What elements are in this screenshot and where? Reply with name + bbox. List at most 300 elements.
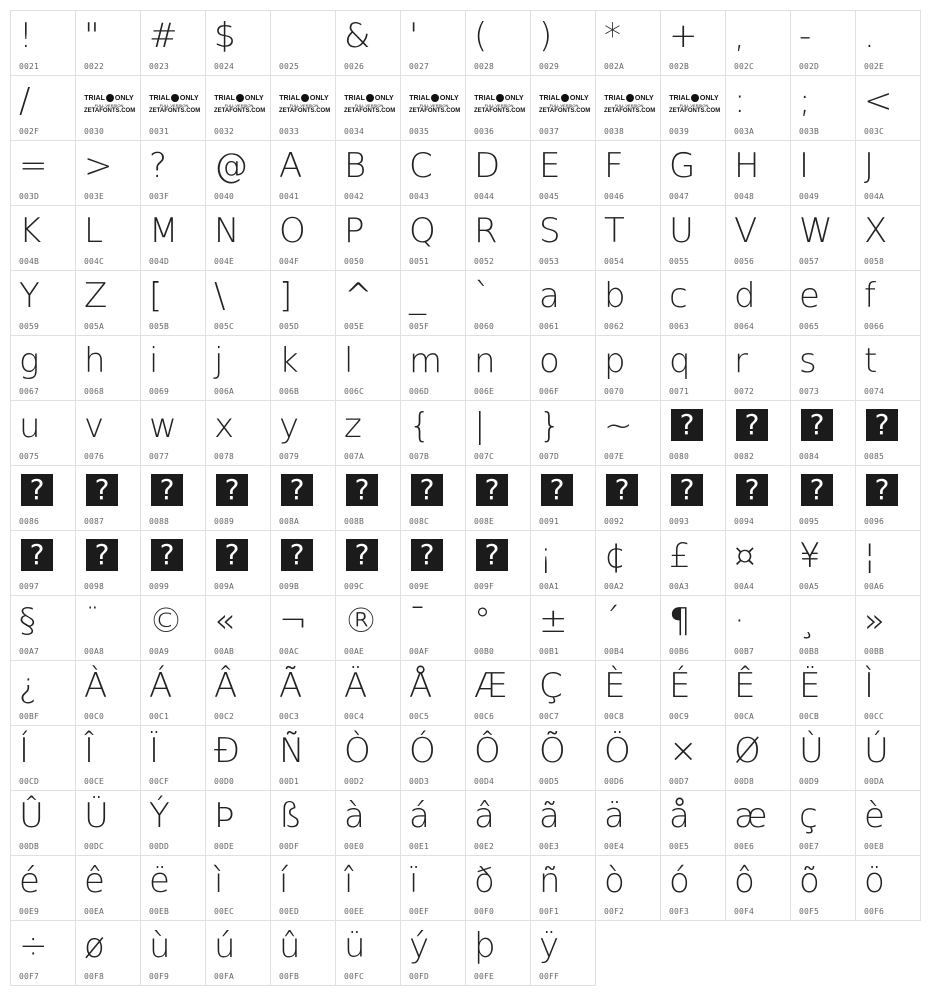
glyph-char: e (799, 276, 820, 316)
missing-glyph-icon: ? (86, 539, 118, 571)
glyph-char: Ð (214, 731, 241, 771)
glyph-char: P (344, 211, 365, 251)
glyph-cell (856, 791, 921, 856)
glyph-codepoint: 00CF (149, 777, 170, 786)
prohibited-icon (301, 94, 309, 102)
glyph-cell (141, 726, 206, 791)
glyph-cell (271, 466, 336, 531)
zetafonts-label: ZETAFONTS.COM (604, 107, 656, 114)
glyph-cell (76, 76, 141, 141)
glyph-char: S (539, 211, 561, 251)
glyph-codepoint: 009A (214, 582, 235, 591)
only-label: ONLY (309, 94, 329, 102)
glyph-char: \ (214, 276, 226, 316)
glyph-cell (271, 791, 336, 856)
glyph-char: ¡ (539, 536, 553, 576)
glyph-char: ø (84, 926, 105, 966)
zetafonts-label: ZETAFONTS.COM (214, 107, 266, 114)
glyph-char: & (344, 16, 371, 56)
missing-glyph-icon: ? (346, 539, 378, 571)
glyph-codepoint: 0067 (19, 387, 40, 396)
glyph-char: í (279, 861, 289, 901)
glyph-char: Ú (864, 731, 889, 771)
glyph-char: # (149, 16, 178, 56)
missing-glyph-icon: ? (151, 474, 183, 506)
glyph-char: Ò (344, 731, 371, 771)
glyph-codepoint: 00E0 (344, 842, 365, 851)
glyph-codepoint: 0060 (474, 322, 495, 331)
glyph-codepoint: 00F7 (19, 972, 40, 981)
glyph-char: é (19, 861, 40, 901)
glyph-cell (206, 726, 271, 791)
zetafonts-label: ZETAFONTS.COM (669, 107, 721, 114)
glyph-codepoint: 00A9 (149, 647, 170, 656)
glyph-codepoint: 00E6 (734, 842, 755, 851)
full-version-label: FULL VERSION (419, 102, 449, 108)
glyph-codepoint: 00CE (84, 777, 105, 786)
glyph-cell (596, 401, 661, 466)
trial-label: TRIAL (344, 94, 365, 102)
glyph-cell (596, 726, 661, 791)
glyph-codepoint: 0094 (734, 517, 755, 526)
glyph-cell (466, 206, 531, 271)
glyph-cell (531, 271, 596, 336)
glyph-cell (336, 466, 401, 531)
glyph-cell (336, 401, 401, 466)
glyph-char: Y (19, 276, 40, 316)
glyph-cell (531, 336, 596, 401)
glyph-cell (336, 921, 401, 986)
full-version-label: FULL VERSION (614, 102, 644, 108)
glyph-codepoint: 004C (84, 257, 105, 266)
glyph-cell (336, 726, 401, 791)
glyph-cell (206, 661, 271, 726)
glyph-codepoint: 0024 (214, 62, 235, 71)
glyph-char: Ø (734, 731, 761, 771)
missing-glyph-icon: ? (281, 539, 313, 571)
glyph-char: ¦ (864, 536, 876, 576)
glyph-codepoint: 00C0 (84, 712, 105, 721)
glyph-cell (336, 141, 401, 206)
glyph-codepoint: 006E (474, 387, 495, 396)
glyph-char: W (799, 211, 833, 251)
glyph-char: : (734, 81, 746, 121)
glyph-cell (336, 531, 401, 596)
glyph-cell (336, 271, 401, 336)
glyph-codepoint: 00D0 (214, 777, 235, 786)
glyph-codepoint: 00B1 (539, 647, 560, 656)
trial-only-badge (149, 94, 199, 115)
trial-label: TRIAL (279, 94, 300, 102)
prohibited-icon (106, 94, 114, 102)
glyph-cell (856, 11, 921, 76)
glyph-codepoint: 004A (864, 192, 885, 201)
missing-glyph-icon: ? (476, 539, 508, 571)
glyph-codepoint: 00E8 (864, 842, 885, 851)
glyph-cell (726, 596, 791, 661)
prohibited-icon (171, 94, 179, 102)
glyph-codepoint: 0049 (799, 192, 820, 201)
glyph-cell (791, 726, 856, 791)
glyph-cell (596, 76, 661, 141)
glyph-char: ö (864, 861, 885, 901)
glyph-char: ¯ (409, 601, 426, 641)
glyph-char: J (864, 146, 875, 186)
glyph-char: ß (279, 796, 302, 836)
zetafonts-label: ZETAFONTS.COM (149, 107, 201, 114)
glyph-cell (531, 466, 596, 531)
glyph-cell (141, 141, 206, 206)
trial-label: TRIAL (84, 94, 105, 102)
glyph-char: D (474, 146, 501, 186)
glyph-codepoint: 00EF (409, 907, 430, 916)
glyph-codepoint: 004E (214, 257, 235, 266)
glyph-cell (76, 141, 141, 206)
glyph-char: Ñ (279, 731, 305, 771)
glyph-char: Í (19, 731, 30, 771)
zetafonts-label: ZETAFONTS.COM (539, 107, 591, 114)
glyph-cell (661, 661, 726, 726)
glyph-codepoint: 00F0 (474, 907, 495, 916)
glyph-cell (466, 661, 531, 726)
glyph-cell (401, 271, 466, 336)
glyph-codepoint: 009C (344, 582, 365, 591)
glyph-cell (791, 791, 856, 856)
glyph-char: ( (474, 16, 488, 56)
glyph-cell (141, 661, 206, 726)
glyph-char: ü (344, 926, 366, 966)
glyph-cell (206, 596, 271, 661)
glyph-cell (76, 466, 141, 531)
glyph-cell (856, 271, 921, 336)
glyph-codepoint: 00CD (19, 777, 40, 786)
glyph-codepoint: 0050 (344, 257, 365, 266)
glyph-codepoint: 00B6 (669, 647, 690, 656)
trial-label: TRIAL (539, 94, 560, 102)
glyph-cell (726, 661, 791, 726)
glyph-cell (466, 141, 531, 206)
glyph-codepoint: 0045 (539, 192, 560, 201)
glyph-char: G (669, 146, 696, 186)
glyph-char: } (539, 406, 561, 446)
glyph-cell (531, 726, 596, 791)
glyph-cell (596, 466, 661, 531)
glyph-char: ã (539, 796, 560, 836)
glyph-char: å (669, 796, 690, 836)
glyph-codepoint: 0072 (734, 387, 755, 396)
glyph-char: æ (734, 796, 768, 836)
prohibited-icon (431, 94, 439, 102)
glyph-codepoint: 0041 (279, 192, 300, 201)
glyph-char: ë (149, 861, 170, 901)
glyph-char: Ô (474, 731, 501, 771)
glyph-cell (856, 401, 921, 466)
glyph-cell (856, 726, 921, 791)
glyph-char: A (279, 146, 303, 186)
glyph-codepoint: 0042 (344, 192, 365, 201)
glyph-char: d (734, 276, 756, 316)
glyph-char: " (84, 16, 100, 56)
missing-glyph-icon: ? (866, 409, 898, 441)
glyph-char: Á (149, 666, 173, 706)
glyph-char: ì (214, 861, 224, 901)
full-version-label: FULL VERSION (94, 102, 124, 108)
glyph-char: ® (344, 601, 378, 641)
glyph-cell (206, 11, 271, 76)
glyph-cell (336, 336, 401, 401)
glyph-char: = (19, 146, 48, 186)
glyph-cell (661, 401, 726, 466)
glyph-cell (76, 11, 141, 76)
glyph-cell (466, 76, 531, 141)
glyph-char: $ (214, 16, 236, 56)
glyph-codepoint: 007C (474, 452, 495, 461)
glyph-char: > (84, 146, 113, 186)
glyph-codepoint: 00EA (84, 907, 105, 916)
glyph-codepoint: 00D7 (669, 777, 690, 786)
trial-only-badge (669, 94, 719, 115)
glyph-cell (76, 206, 141, 271)
glyph-cell (11, 206, 76, 271)
glyph-cell (401, 466, 466, 531)
glyph-cell (661, 856, 726, 921)
glyph-codepoint: 0029 (539, 62, 560, 71)
glyph-codepoint: 007E (604, 452, 625, 461)
glyph-codepoint: 007D (539, 452, 560, 461)
glyph-char: ^ (344, 276, 373, 316)
glyph-codepoint: 0063 (669, 322, 690, 331)
glyph-char: Ä (344, 666, 368, 706)
missing-glyph-icon: ? (411, 474, 443, 506)
missing-glyph-icon: ? (736, 474, 768, 506)
glyph-codepoint: 0055 (669, 257, 690, 266)
glyph-cell (76, 726, 141, 791)
zetafonts-label: ZETAFONTS.COM (344, 107, 396, 114)
glyph-cell (76, 271, 141, 336)
glyph-char: q (669, 341, 691, 381)
glyph-cell (401, 11, 466, 76)
glyph-codepoint: 00D5 (539, 777, 560, 786)
glyph-char: i (149, 341, 159, 381)
glyph-cell (141, 921, 206, 986)
full-version-label: FULL VERSION (679, 102, 709, 108)
glyph-codepoint: 0096 (864, 517, 885, 526)
glyph-char: ¤ (734, 536, 756, 576)
glyph-char: Z (84, 276, 108, 316)
glyph-cell (141, 401, 206, 466)
glyph-char: ~ (604, 406, 633, 446)
glyph-cell (791, 141, 856, 206)
glyph-char: ï (409, 861, 419, 901)
glyph-codepoint: 00C3 (279, 712, 300, 721)
glyph-cell (11, 76, 76, 141)
glyph-char: c (669, 276, 688, 316)
glyph-codepoint: 00D3 (409, 777, 430, 786)
glyph-codepoint: 002D (799, 62, 820, 71)
glyph-codepoint: 006F (539, 387, 560, 396)
glyph-cell (791, 401, 856, 466)
glyph-cell (271, 271, 336, 336)
glyph-codepoint: 00E5 (669, 842, 690, 851)
glyph-char: y (279, 406, 300, 446)
glyph-codepoint: 0057 (799, 257, 820, 266)
glyph-cell (856, 141, 921, 206)
glyph-cell (856, 856, 921, 921)
glyph-cell (401, 661, 466, 726)
glyph-codepoint: 003F (149, 192, 170, 201)
glyph-cell (596, 11, 661, 76)
glyph-codepoint: 0058 (864, 257, 885, 266)
glyph-cell (401, 921, 466, 986)
glyph-char: ÷ (19, 926, 48, 966)
glyph-cell (791, 531, 856, 596)
glyph-cell (531, 596, 596, 661)
glyph-char: ' (409, 16, 419, 56)
glyph-char: è (864, 796, 885, 836)
glyph-char: M (149, 211, 179, 251)
glyph-cell (661, 11, 726, 76)
glyph-codepoint: 005C (214, 322, 235, 331)
glyph-cell (76, 401, 141, 466)
glyph-cell (791, 76, 856, 141)
glyph-char: Ï (149, 731, 160, 771)
glyph-codepoint: 00BB (864, 647, 885, 656)
glyph-cell (271, 921, 336, 986)
glyph-codepoint: 00C2 (214, 712, 235, 721)
glyph-cell (726, 76, 791, 141)
glyph-codepoint: 003D (19, 192, 40, 201)
trial-only-badge (474, 94, 524, 115)
glyph-cell (141, 791, 206, 856)
trial-label: TRIAL (149, 94, 170, 102)
glyph-char: V (734, 211, 758, 251)
glyph-cell (76, 596, 141, 661)
glyph-char: ç (799, 796, 818, 836)
glyph-char: E (539, 146, 561, 186)
zetafonts-label: ZETAFONTS.COM (279, 107, 331, 114)
glyph-codepoint: 0092 (604, 517, 625, 526)
glyph-cell (206, 466, 271, 531)
glyph-cell (856, 466, 921, 531)
glyph-cell (466, 11, 531, 76)
glyph-cell (856, 596, 921, 661)
glyph-cell (661, 206, 726, 271)
glyph-codepoint: 002E (864, 62, 885, 71)
glyph-cell (531, 206, 596, 271)
glyph-char: Þ (214, 796, 235, 836)
glyph-char: @ (214, 146, 248, 186)
glyph-codepoint: 004B (19, 257, 40, 266)
glyph-char: x (214, 406, 235, 446)
glyph-codepoint: 00FA (214, 972, 235, 981)
glyph-codepoint: 00D1 (279, 777, 300, 786)
glyph-codepoint: 0073 (799, 387, 820, 396)
glyph-cell (531, 141, 596, 206)
glyph-cell (206, 336, 271, 401)
glyph-char: r (734, 341, 748, 381)
glyph-cell (726, 531, 791, 596)
glyph-cell (11, 401, 76, 466)
glyph-cell (206, 791, 271, 856)
glyph-cell (76, 856, 141, 921)
glyph-codepoint: 0026 (344, 62, 365, 71)
glyph-cell (76, 531, 141, 596)
glyph-codepoint: 00A1 (539, 582, 560, 591)
glyph-codepoint: 008E (474, 517, 495, 526)
glyph-codepoint: 00FC (344, 972, 365, 981)
glyph-codepoint: 002B (669, 62, 690, 71)
glyph-codepoint: 00D6 (604, 777, 625, 786)
glyph-cell (791, 271, 856, 336)
glyph-codepoint: 007B (409, 452, 430, 461)
zetafonts-label: ZETAFONTS.COM (84, 107, 136, 114)
glyph-codepoint: 00C4 (344, 712, 365, 721)
glyph-cell (11, 921, 76, 986)
missing-glyph-icon: ? (346, 474, 378, 506)
glyph-char: á (409, 796, 430, 836)
glyph-cell (11, 661, 76, 726)
glyph-char: Ê (734, 666, 756, 706)
glyph-cell (661, 336, 726, 401)
glyph-cell (141, 271, 206, 336)
glyph-cell (271, 76, 336, 141)
missing-glyph-icon: ? (801, 409, 833, 441)
glyph-cell (856, 206, 921, 271)
glyph-char: u (19, 406, 41, 446)
glyph-codepoint: 005D (279, 322, 300, 331)
glyph-char: ú (214, 926, 236, 966)
glyph-codepoint: 00EE (344, 907, 365, 916)
glyph-codepoint: 00EC (214, 907, 235, 916)
glyph-char: / (19, 81, 31, 121)
glyph-codepoint: 0025 (279, 62, 300, 71)
full-version-label: FULL VERSION (549, 102, 579, 108)
full-version-label: FULL VERSION (484, 102, 514, 108)
glyph-cell (466, 921, 531, 986)
glyph-codepoint: 006B (279, 387, 300, 396)
glyph-codepoint: 0069 (149, 387, 170, 396)
glyph-char: . (864, 16, 875, 56)
glyph-char: ? (149, 146, 168, 186)
glyph-codepoint: 00B0 (474, 647, 495, 656)
glyph-char: _ (409, 276, 426, 316)
glyph-codepoint: 00DE (214, 842, 235, 851)
glyph-codepoint: 0059 (19, 322, 40, 331)
glyph-codepoint: 0087 (84, 517, 105, 526)
glyph-codepoint: 0040 (214, 192, 235, 201)
glyph-codepoint: 0095 (799, 517, 820, 526)
glyph-codepoint: 00A8 (84, 647, 105, 656)
glyph-codepoint: 0027 (409, 62, 430, 71)
glyph-codepoint: 0056 (734, 257, 755, 266)
glyph-cell (531, 856, 596, 921)
glyph-codepoint: 0088 (149, 517, 170, 526)
glyph-cell (596, 531, 661, 596)
only-label: ONLY (374, 94, 394, 102)
glyph-char: ¿ (19, 666, 38, 706)
glyph-char: h (84, 341, 106, 381)
glyph-char: Æ (474, 666, 508, 706)
glyph-codepoint: 00AE (344, 647, 365, 656)
glyph-codepoint: 0033 (279, 127, 300, 136)
glyph-char: X (864, 211, 888, 251)
glyph-char: F (604, 146, 624, 186)
glyph-codepoint: 00E7 (799, 842, 820, 851)
glyph-char: w (149, 406, 177, 446)
glyph-cell (271, 206, 336, 271)
glyph-codepoint: 0054 (604, 257, 625, 266)
glyph-codepoint: 006C (344, 387, 365, 396)
